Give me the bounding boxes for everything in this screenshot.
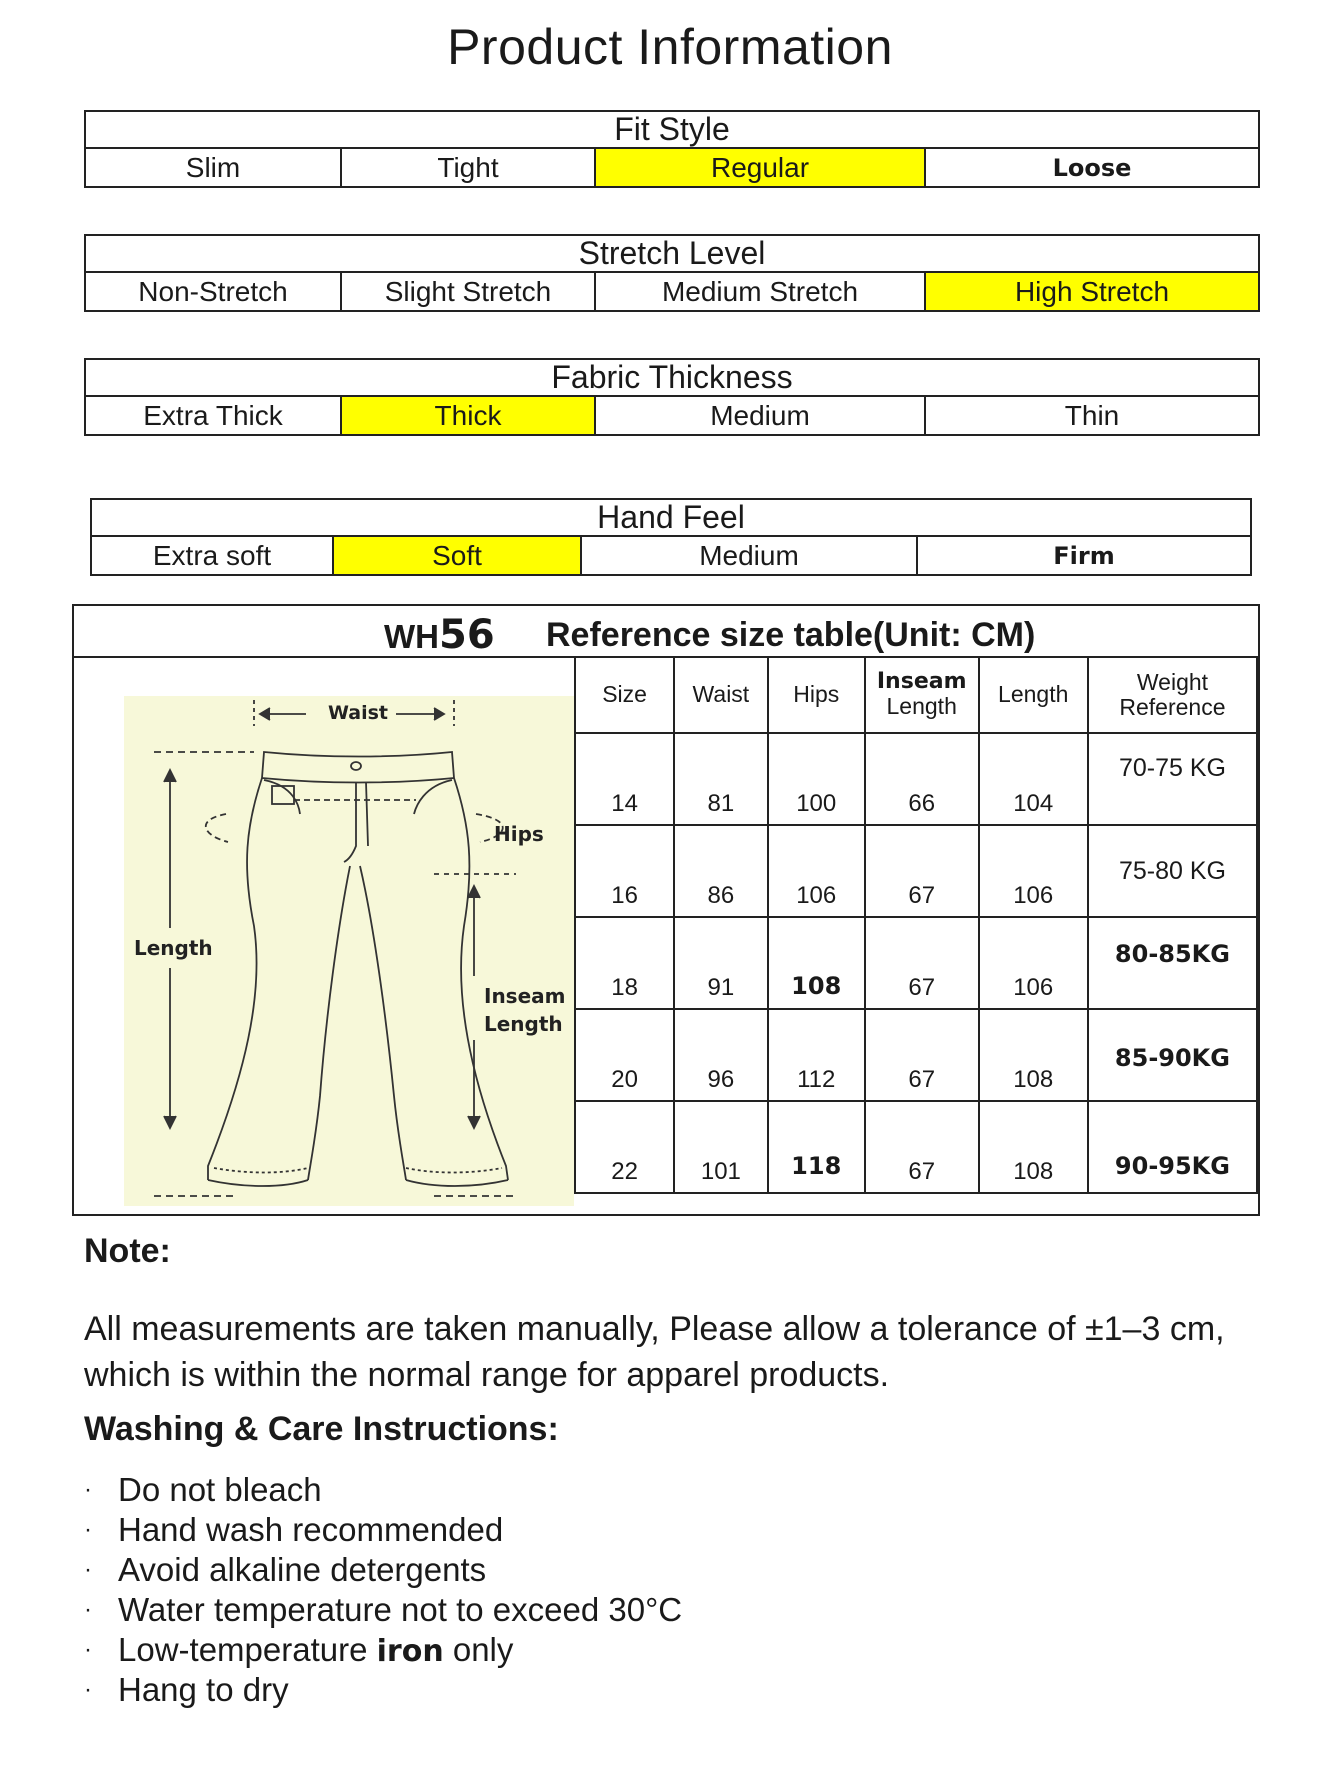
- header-weight-reference: [1088, 657, 1257, 733]
- cell-hips: 106: [768, 825, 865, 917]
- cell-hips: 112: [768, 1009, 865, 1101]
- thickness-option-thick: Thick: [340, 397, 594, 434]
- diagram-label-waist: Waist: [328, 702, 389, 724]
- product-code: [384, 612, 495, 658]
- product-code-prefix: WH: [384, 618, 439, 655]
- thickness-option-thin: Thin: [924, 397, 1258, 434]
- list-item: [84, 1510, 682, 1550]
- diagram-label-inseam: [484, 984, 574, 1036]
- stretch-option-slight: Slight Stretch: [340, 273, 594, 310]
- cell-weight: 85-90KG: [1088, 1009, 1257, 1101]
- cell-inseam: 67: [865, 825, 979, 917]
- care-item-text: Low-temperature: [118, 1631, 377, 1668]
- care-item-text: Do not bleach: [118, 1471, 322, 1508]
- list-item: [84, 1550, 682, 1590]
- table-row: [575, 733, 1257, 825]
- cell-waist: 91: [674, 917, 767, 1009]
- diagram-label-length: Length: [134, 936, 213, 960]
- size-table-title-bar: [74, 606, 1258, 658]
- cell-length: 108: [979, 1101, 1088, 1193]
- care-item-text: Water temperature not to exceed 30°C: [118, 1591, 683, 1628]
- fit-option-tight: Tight: [340, 149, 594, 186]
- fabric-thickness-scale: [84, 358, 1260, 436]
- header-hips: Hips: [768, 657, 865, 733]
- cell-waist: 96: [674, 1009, 767, 1101]
- bullet-icon: ·: [84, 1636, 92, 1663]
- bullet-icon: ·: [84, 1596, 92, 1623]
- cell-size: 14: [575, 733, 674, 825]
- header-size: Size: [575, 657, 674, 733]
- cell-size: 16: [575, 825, 674, 917]
- bullet-icon: ·: [84, 1676, 92, 1703]
- page-title: Product Information: [447, 19, 893, 75]
- cell-waist: 86: [674, 825, 767, 917]
- cell-size: 22: [575, 1101, 674, 1193]
- diagram-label-inseam-line2: Length: [484, 1012, 563, 1036]
- fit-option-regular: Regular: [594, 149, 924, 186]
- jeans-measurement-diagram: [124, 696, 574, 1206]
- size-table: [574, 656, 1258, 1194]
- list-item: [84, 1590, 682, 1630]
- cell-inseam: 67: [865, 917, 979, 1009]
- diagram-label-hips: Hips: [494, 822, 544, 846]
- stretch-level-heading: Stretch Level: [86, 236, 1258, 273]
- cell-length: 104: [979, 733, 1088, 825]
- cell-hips: 108: [768, 917, 865, 1009]
- cell-weight: 80-85KG: [1088, 917, 1257, 1009]
- bullet-icon: ·: [84, 1476, 92, 1503]
- cell-weight: 70-75 KG: [1088, 733, 1257, 825]
- table-row: [575, 825, 1257, 917]
- care-item-text: Hand wash recommended: [118, 1511, 504, 1548]
- note-heading: Note:: [84, 1232, 171, 1270]
- care-item-text: Hang to dry: [118, 1671, 289, 1708]
- stretch-option-medium: Medium Stretch: [594, 273, 924, 310]
- header-inseam-length: [865, 657, 979, 733]
- size-table-header-row: [575, 657, 1257, 733]
- cell-hips: 100: [768, 733, 865, 825]
- thickness-option-medium: Medium: [594, 397, 924, 434]
- header-waist: Waist: [674, 657, 767, 733]
- care-heading: Washing & Care Instructions:: [84, 1410, 559, 1448]
- stretch-level-scale: [84, 234, 1260, 312]
- fit-option-loose: Loose: [924, 149, 1258, 186]
- product-code-number: 56: [438, 612, 495, 658]
- cell-length: 106: [979, 825, 1088, 917]
- hand-feel-option-extra-soft: Extra soft: [152, 539, 272, 571]
- list-item: [84, 1470, 682, 1510]
- header-length: Length: [979, 657, 1088, 733]
- header-weight-line2: Reference: [1119, 694, 1226, 720]
- cell-size: 18: [575, 917, 674, 1009]
- header-inseam-line2: Length: [886, 693, 957, 720]
- list-item: [84, 1630, 682, 1670]
- size-table-section: [72, 604, 1260, 1216]
- cell-waist: 101: [674, 1101, 767, 1193]
- note-text: All measurements are taken manually, Please allow a tolerance of ±1–3 cm, which is within the normal range for apparel products.: [84, 1310, 1225, 1394]
- hand-feel-option-firm: Firm: [916, 537, 1250, 574]
- cell-weight: 75-80 KG: [1088, 825, 1257, 917]
- size-table-title: Reference size table(Unit: CM): [546, 616, 1036, 654]
- cell-waist: 81: [674, 733, 767, 825]
- header-weight-line1: Weight: [1136, 668, 1209, 695]
- hand-feel-option-medium: Medium: [580, 537, 916, 574]
- care-item-bold-text: iron: [376, 1634, 444, 1669]
- cell-hips: 118: [768, 1101, 865, 1193]
- table-row: [575, 917, 1257, 1009]
- stretch-option-high: High Stretch: [924, 273, 1258, 310]
- cell-inseam: 67: [865, 1101, 979, 1193]
- fit-option-slim: Slim: [185, 151, 241, 183]
- diagram-label-inseam-line1: Inseam: [484, 984, 566, 1008]
- table-row: [575, 1009, 1257, 1101]
- cell-weight: 90-95KG: [1088, 1101, 1257, 1193]
- care-instructions-list: [84, 1470, 682, 1710]
- bullet-icon: ·: [84, 1516, 92, 1543]
- header-inseam-line1: Inseam: [876, 669, 967, 695]
- cell-length: 108: [979, 1009, 1088, 1101]
- table-row: [575, 1101, 1257, 1193]
- care-item-text: only: [443, 1631, 514, 1668]
- bullet-icon: ·: [84, 1556, 92, 1583]
- thickness-option-extra-thick: Extra Thick: [143, 399, 283, 431]
- list-item: [84, 1670, 682, 1710]
- hand-feel-heading: Hand Feel: [92, 500, 1250, 537]
- cell-inseam: 67: [865, 1009, 979, 1101]
- cell-length: 106: [979, 917, 1088, 1009]
- hand-feel-scale: [90, 498, 1252, 576]
- fit-style-heading: Fit Style: [86, 112, 1258, 149]
- cell-inseam: 66: [865, 733, 979, 825]
- cell-size: 20: [575, 1009, 674, 1101]
- stretch-option-non: Non-Stretch: [138, 275, 288, 307]
- care-item-text: Avoid alkaline detergents: [118, 1551, 487, 1588]
- fit-style-scale: [84, 110, 1260, 188]
- fabric-thickness-heading: Fabric Thickness: [86, 360, 1258, 397]
- hand-feel-option-soft: Soft: [332, 537, 580, 574]
